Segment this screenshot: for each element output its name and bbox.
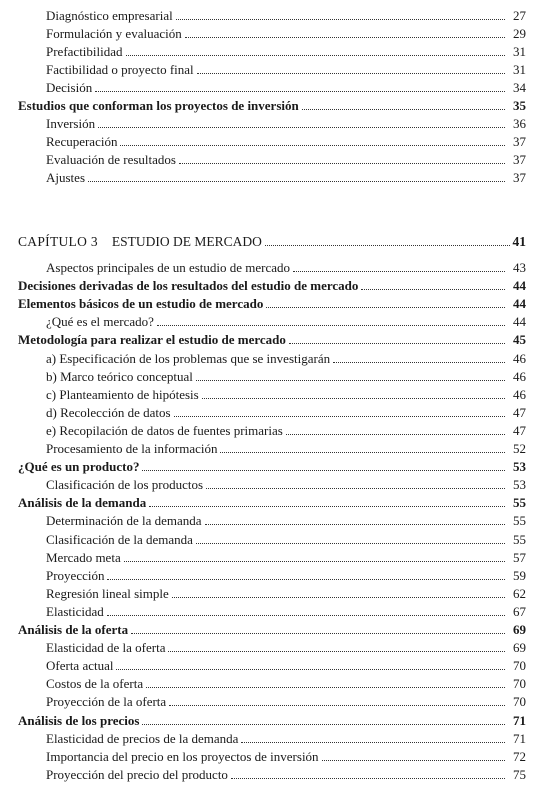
dot-leader [206,488,505,489]
toc-entry[interactable] [46,60,526,78]
toc-page-number: 43 [513,260,526,275]
dot-leader [241,742,505,743]
toc-page-number: 69 [513,640,526,656]
dot-leader [179,163,505,164]
dot-leader [266,307,505,308]
toc-page-number: 46 [513,368,526,384]
toc-entry[interactable] [46,349,526,367]
dot-leader [176,19,505,20]
toc-page-number: 44 [513,314,526,330]
toc-page-number: 37 [513,134,526,149]
toc-section-entry[interactable] [18,493,526,511]
toc-page-number: 44 [513,296,526,312]
toc-page-number: 52 [513,441,526,456]
toc-entry-title: Determinación de la demanda [46,513,202,529]
toc-section-entry[interactable] [18,276,526,294]
toc-entry-title: Aspectos principales de un estudio de mercado [46,260,291,275]
toc-entry-title: e) Recopilación de datos de fuentes primarias [46,422,283,438]
toc-entry[interactable] [46,78,526,96]
toc-entry-title: Inversión [46,116,96,131]
toc-entry[interactable] [46,258,526,276]
toc-entry[interactable] [46,367,526,385]
toc-entry-title: Recuperación [46,134,118,149]
toc-entry[interactable] [46,674,526,692]
dot-leader [88,181,505,182]
toc-page-number: 70 [513,658,526,674]
dot-leader [196,380,505,381]
toc-page-number: 55 [513,513,526,529]
toc-page-number: 71 [513,730,526,746]
dot-leader [197,73,505,74]
dot-leader [361,289,505,290]
toc-entry[interactable] [46,656,526,674]
dot-leader [205,524,505,525]
toc-page-number: 27 [513,8,526,23]
toc-entry-title: Costos de la oferta [46,676,144,692]
toc-page-number: 70 [513,676,526,692]
dot-leader [124,561,505,562]
toc-entry-title: Análisis de los precios [18,712,140,728]
dot-leader [146,687,505,688]
dot-leader [116,669,505,670]
toc-section-entry[interactable] [18,457,526,475]
dot-leader [157,325,505,326]
dot-leader [126,55,505,56]
toc-page-number: 72 [513,748,526,764]
toc-entry-title: ¿Qué es un producto? [18,459,140,475]
toc-entry[interactable] [46,150,526,168]
toc-page-number: 71 [513,712,526,728]
toc-entry[interactable] [46,42,526,60]
chapter-page-number: 41 [512,234,526,249]
toc-entry-title: Proyección del precio del producto [46,766,228,782]
toc-entry-title: b) Marco teórico conceptual [46,368,193,384]
toc-entry-title: Análisis de la demanda [18,495,147,511]
toc-entry-title: Metodología para realizar el estudio de mercado [18,332,286,348]
toc-entry-title: Diagnóstico empresarial [46,8,173,23]
toc-entry-title: Evaluación de resultados [46,152,176,167]
dot-leader [142,470,505,471]
toc-section-entry[interactable] [18,294,526,312]
toc-page-number: 45 [513,332,526,348]
toc-page-number: 29 [513,26,526,41]
dot-leader [98,127,505,128]
toc-page-number: 70 [513,694,526,710]
toc-entry[interactable] [46,421,526,439]
dot-leader [286,434,505,435]
dot-leader [107,615,505,616]
dot-leader [169,705,505,706]
toc-entry[interactable] [46,168,526,186]
toc-entry-title: Estudios que conforman los proyectos de inversión [18,98,299,113]
toc-page-number: 75 [513,766,526,782]
dot-leader [202,398,505,399]
toc-entry[interactable] [46,548,526,566]
dot-leader [168,651,505,652]
toc-entry-title: Proyección de la oferta [46,694,167,710]
toc-entry-title: Mercado meta [46,549,121,565]
dot-leader [196,543,505,544]
toc-entry-title: ¿Qué es el mercado? [46,314,154,330]
toc-entry[interactable] [46,24,526,42]
toc-page-number: 46 [513,386,526,402]
toc-page-number: 47 [513,404,526,420]
toc-entry[interactable] [46,566,526,584]
toc-entry[interactable] [46,132,526,150]
toc-entry-title: Procesamiento de la información [46,441,218,456]
toc-page-number: 36 [513,116,526,131]
chapter-number: CAPÍTULO 3 [18,234,98,249]
dot-leader [333,362,505,363]
toc-entry[interactable] [46,747,526,765]
dot-leader [265,245,510,246]
toc-entry[interactable] [46,765,526,783]
toc-page-number: 31 [513,62,526,77]
toc-entry-title: Elasticidad de precios de la demanda [46,730,239,746]
toc-page-number: 59 [513,567,526,583]
toc-page-number: 62 [513,585,526,601]
toc-entry[interactable] [46,511,526,529]
toc-entry-title: Elasticidad de la oferta [46,640,166,656]
chapter-heading[interactable] [18,232,526,250]
toc-page-number: 47 [513,422,526,438]
dot-leader [149,506,505,507]
dot-leader [120,145,505,146]
toc-entry-title: Prefactibilidad [46,44,123,59]
toc-entry[interactable] [46,475,526,493]
dot-leader [231,778,505,779]
toc-entry-title: Factibilidad o proyecto final [46,62,194,77]
toc-page-number: 44 [513,278,526,294]
toc-entry-title: a) Especificación de los problemas que se investigarán [46,350,331,366]
toc-section-entry[interactable] [18,96,526,114]
toc-page-number: 69 [513,622,526,637]
chapter-title: ESTUDIO DE MERCADO [111,234,262,249]
toc-entry[interactable] [46,385,526,403]
dot-leader [107,579,505,580]
toc-entry-title: Oferta actual [46,658,114,674]
toc-entry-title: Decisión [46,80,93,95]
toc-page-number: 67 [513,603,526,619]
toc-entry-title: Elasticidad [46,603,104,619]
toc-page-number: 55 [513,495,526,511]
toc-section-entry[interactable] [18,620,526,638]
toc-section-entry[interactable] [18,711,526,729]
toc-entry-title: Importancia del precio en los proyectos de inversión [46,748,319,764]
toc-entry[interactable] [46,530,526,548]
toc-page-number: 53 [513,459,526,475]
toc-entry-title: Proyección [46,567,105,583]
toc-entry-title: Formulación y evaluación [46,26,182,41]
toc-page-number: 37 [513,170,526,185]
toc-entry-title: d) Recolección de datos [46,404,171,420]
toc-entry-title: Clasificación de los productos [46,477,204,493]
toc-page-number: 46 [513,350,526,366]
toc-entry[interactable] [46,6,526,24]
toc-entry[interactable] [46,312,526,330]
toc-entry-title: Regresión lineal simple [46,585,169,601]
toc-entry-title: Elementos básicos de un estudio de mercado [18,296,264,312]
toc-entry-title: c) Planteamiento de hipótesis [46,386,199,402]
toc-entry[interactable] [46,729,526,747]
toc-page-number: 53 [513,477,526,493]
toc-section-entry[interactable] [18,330,526,348]
toc-entry[interactable] [46,602,526,620]
toc-entry-title: Clasificación de la demanda [46,531,193,547]
toc-entry-title: Decisiones derivadas de los resultados del estudio de mercado [18,278,359,294]
dot-leader [302,109,505,110]
dot-leader [174,416,505,417]
toc-page-number: 35 [513,98,526,113]
toc-entry[interactable] [46,114,526,132]
toc-page-number: 31 [513,44,526,59]
dot-leader [185,37,505,38]
dot-leader [293,271,505,272]
dot-leader [95,91,505,92]
toc-entry[interactable] [46,584,526,602]
dot-leader [142,724,505,725]
dot-leader [131,633,505,634]
toc-page-number: 55 [513,531,526,547]
dot-leader [322,760,505,761]
toc-entry-title: Ajustes [46,170,85,185]
toc-page-number: 37 [513,152,526,167]
toc-entry[interactable] [46,403,526,421]
toc-entry[interactable] [46,692,526,710]
dot-leader [172,597,505,598]
toc-entry[interactable] [46,439,526,457]
dot-leader [289,343,505,344]
dot-leader [220,452,505,453]
toc-entry[interactable] [46,638,526,656]
toc-page-number: 57 [513,549,526,565]
toc-page-number: 34 [513,80,526,95]
toc-entry-title: Análisis de la oferta [18,622,129,637]
